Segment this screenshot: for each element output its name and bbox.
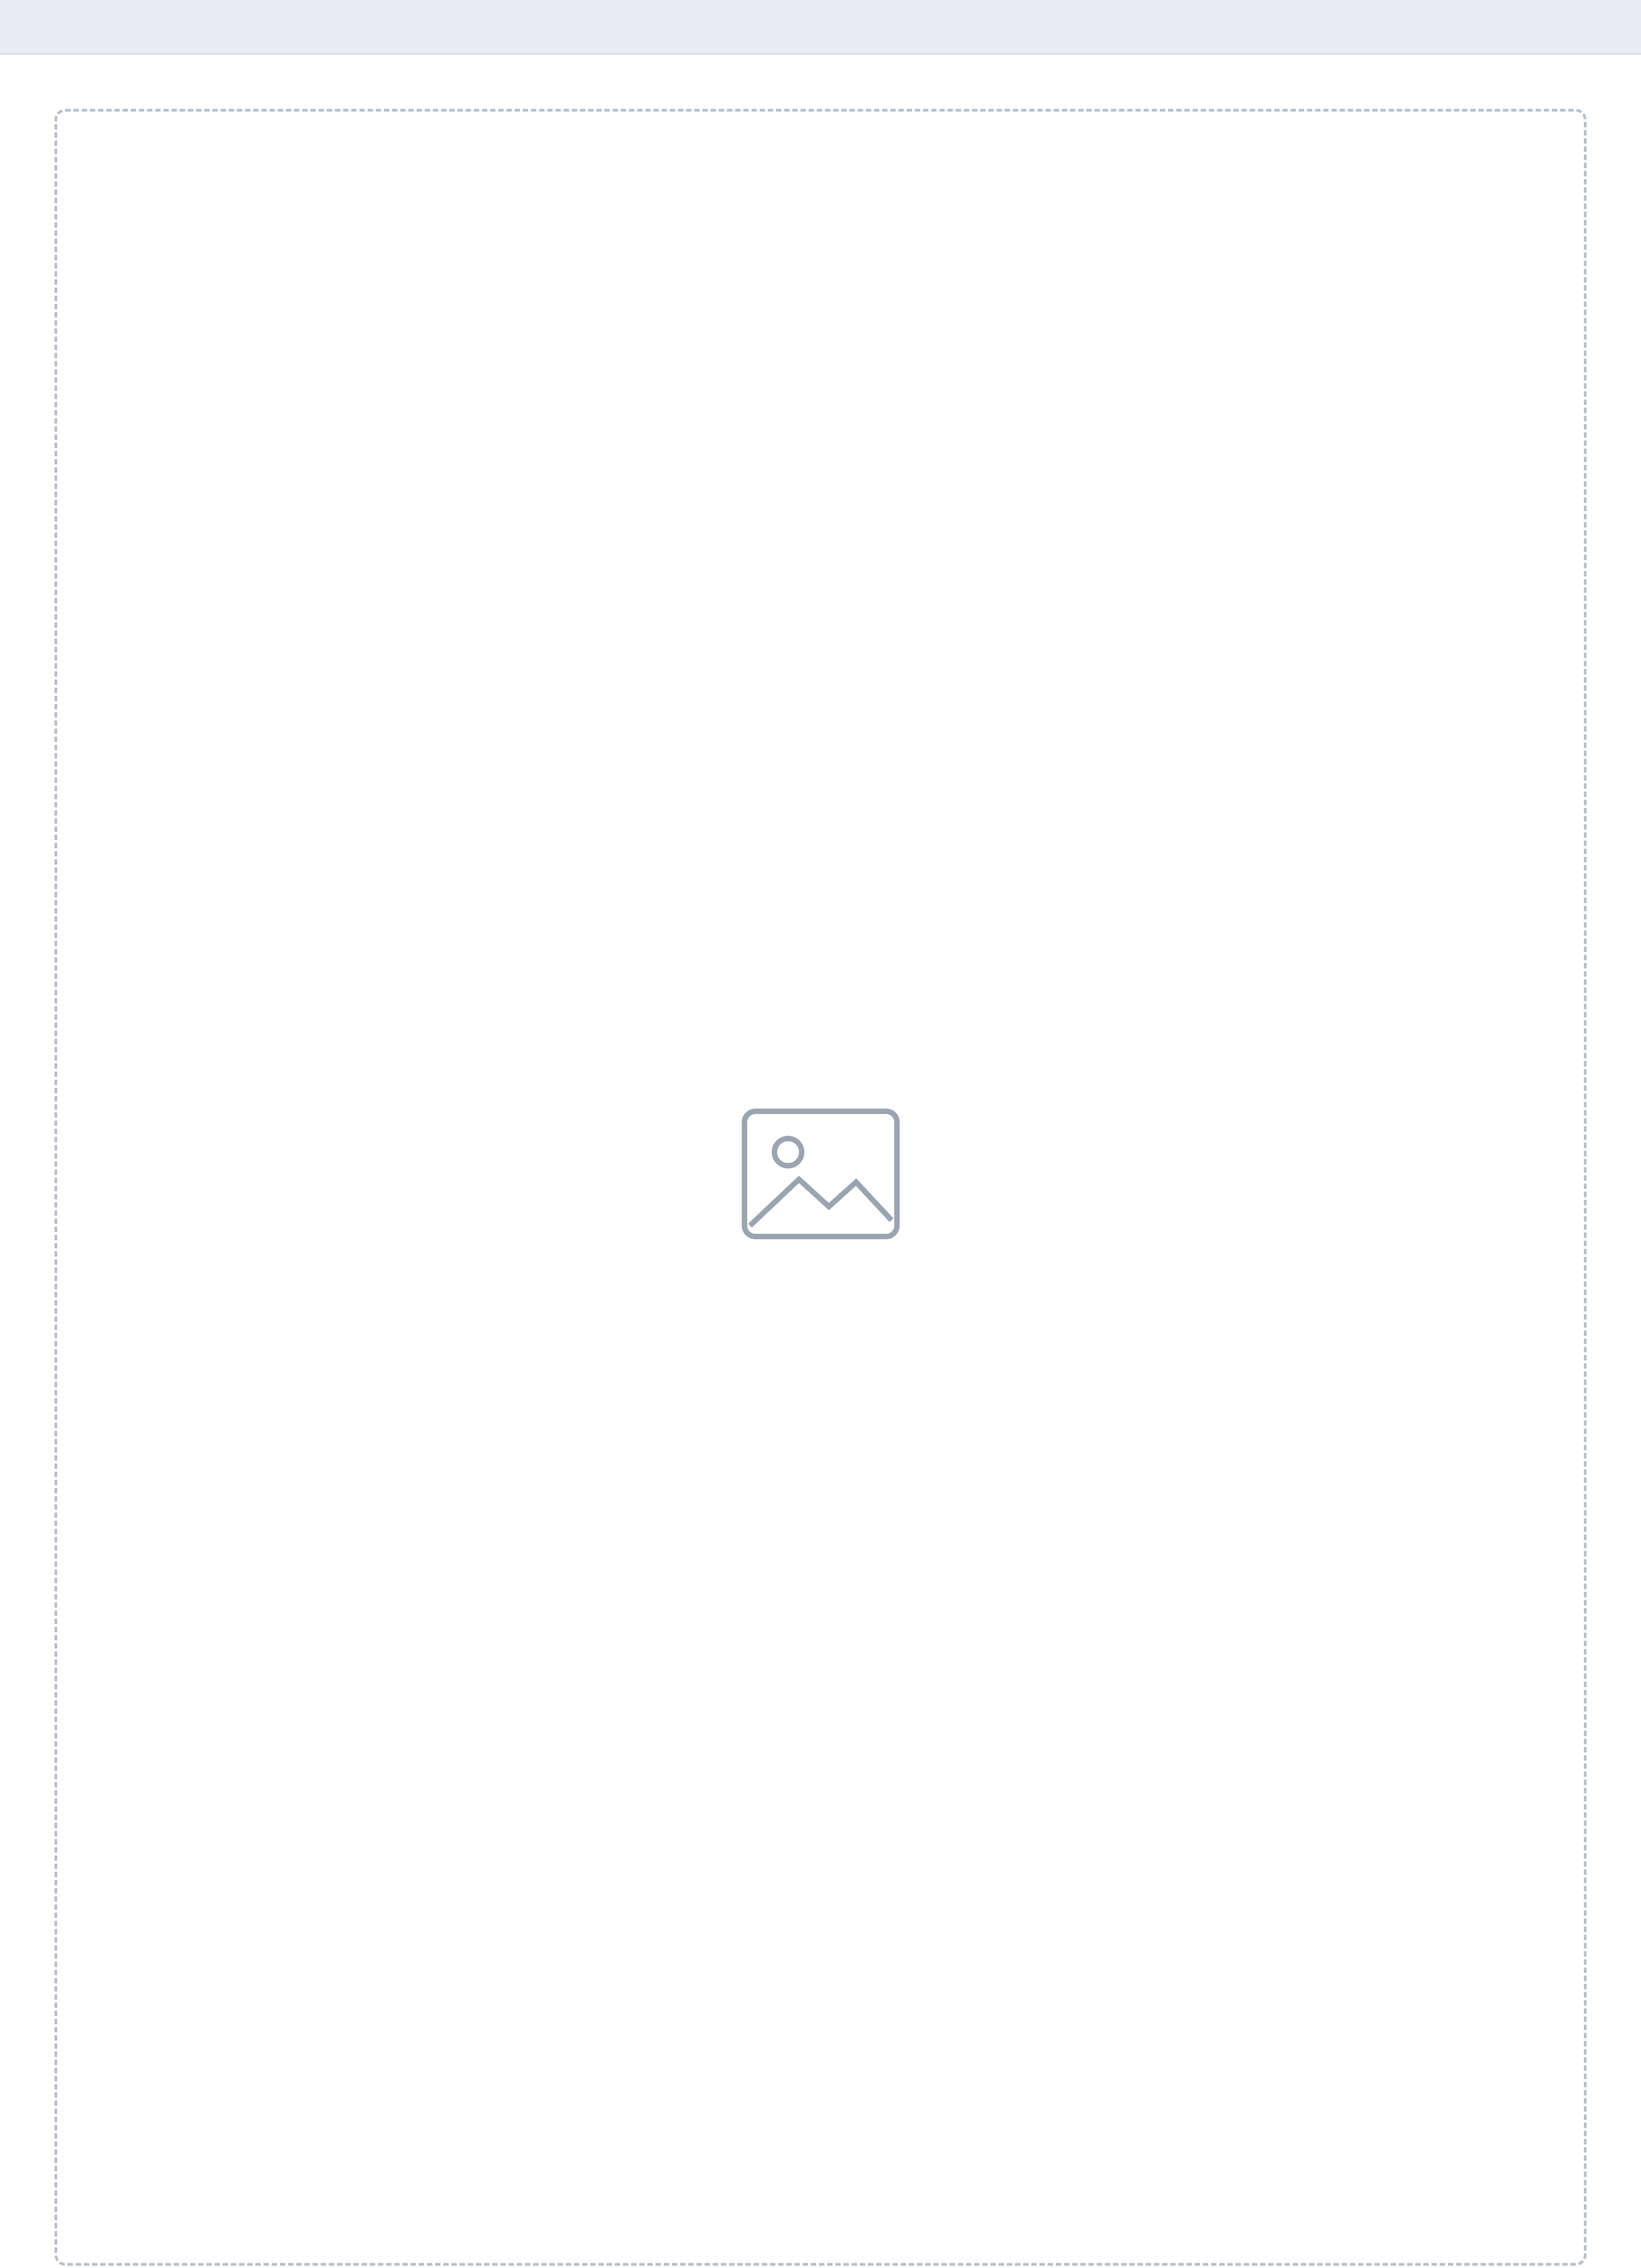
title-bar <box>0 0 1641 54</box>
image-placeholder-icon <box>739 1106 902 1242</box>
main-area <box>0 54 1641 2268</box>
missing-image-placeholder <box>54 109 1587 2266</box>
